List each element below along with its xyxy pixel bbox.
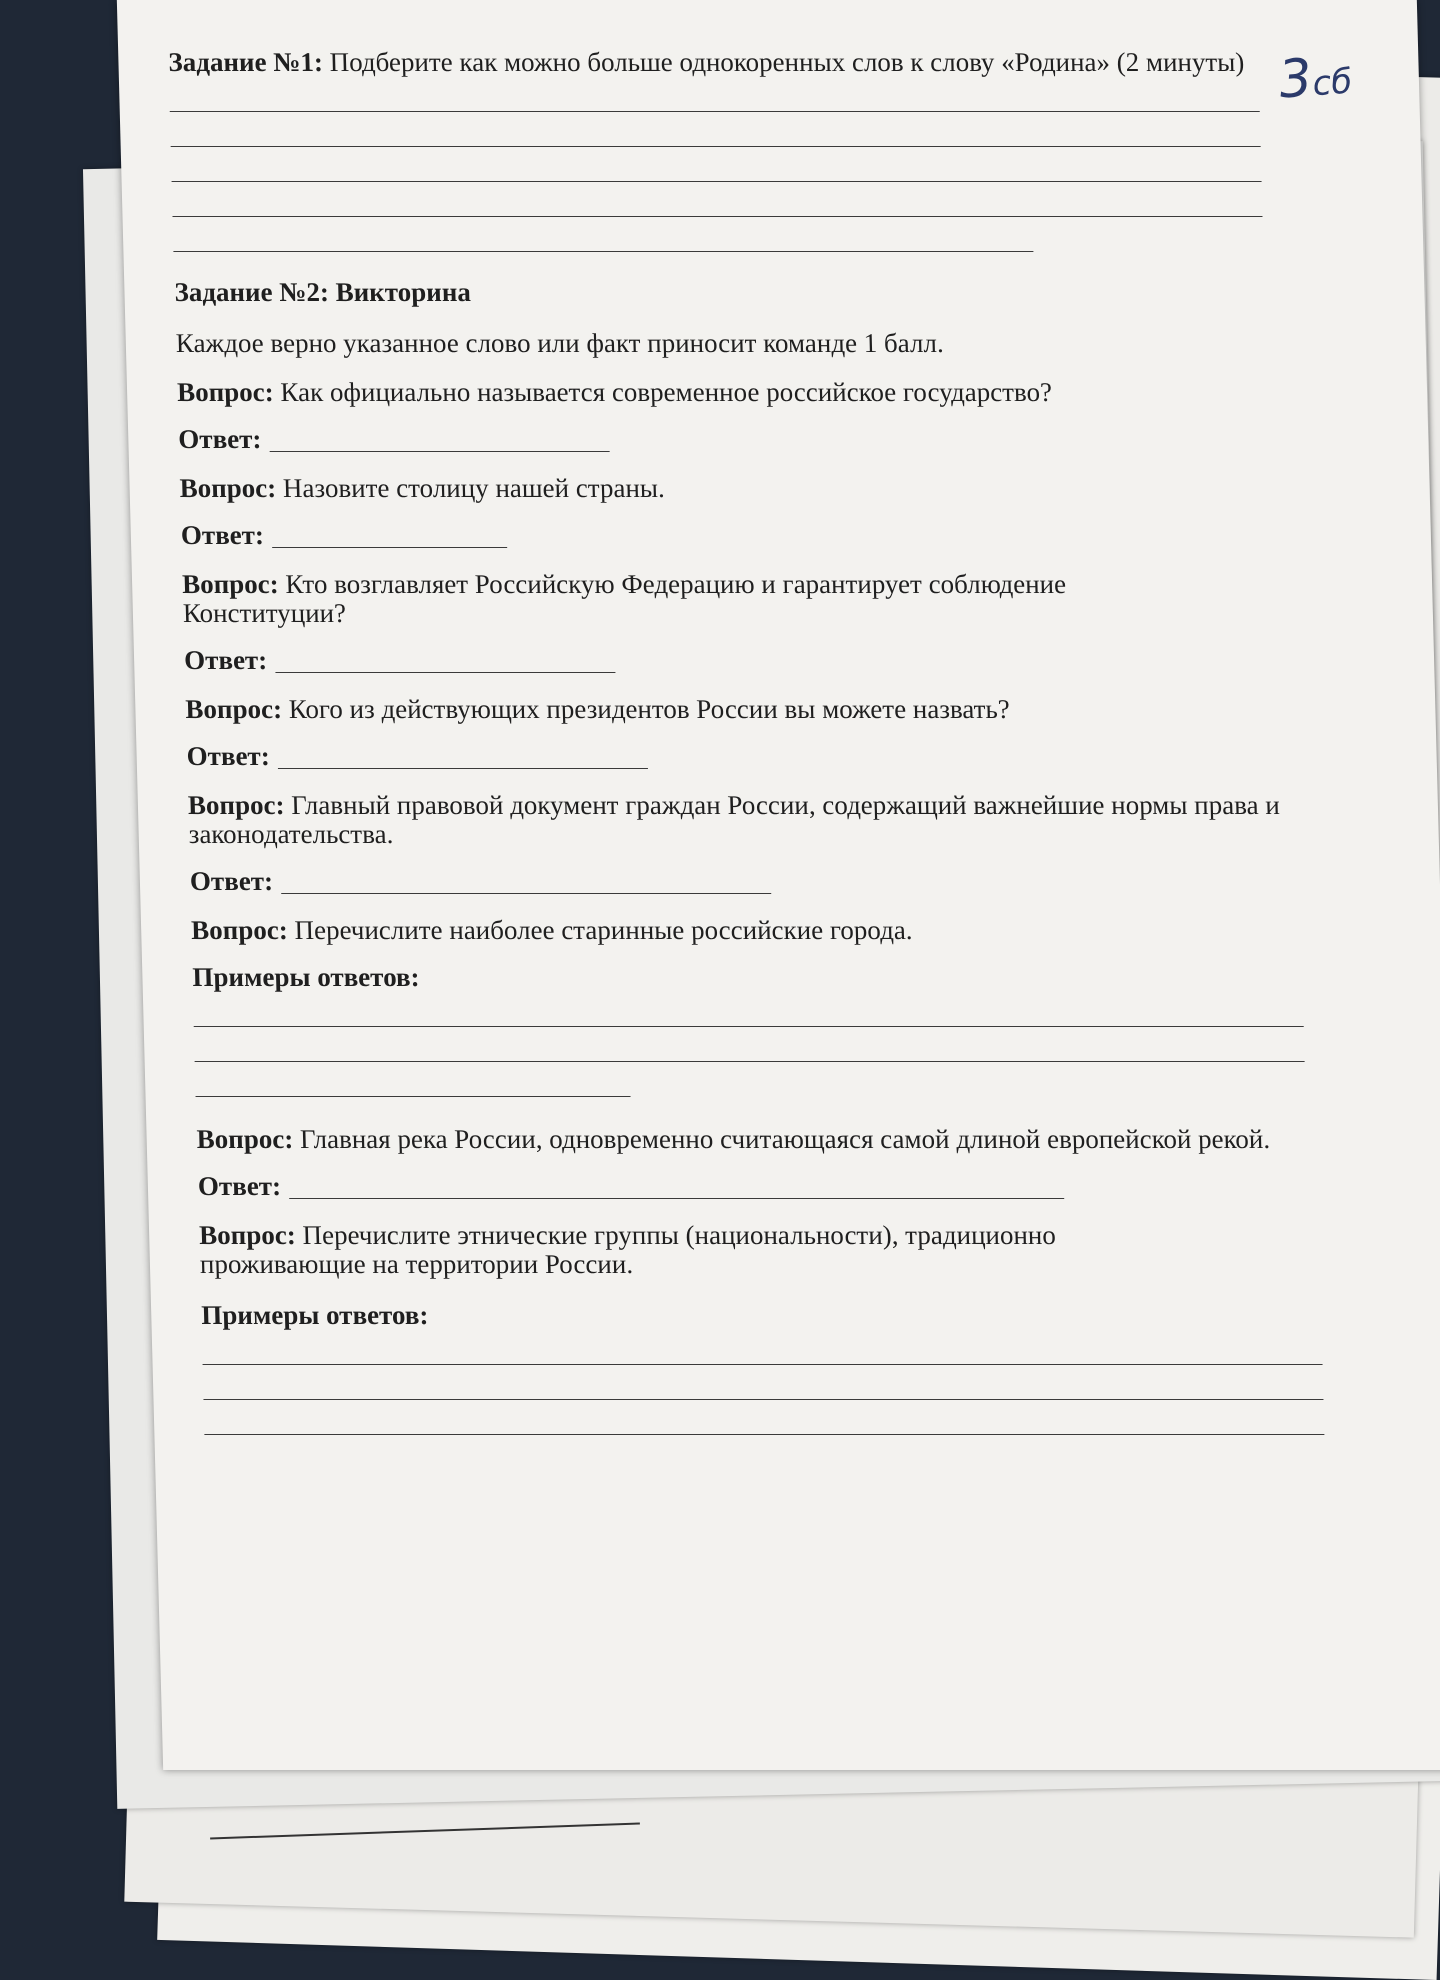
task1-heading [168,48,1249,77]
question-1: Вопрос: Как официально называется современное российское государство? [176,377,1053,407]
answer-line[interactable] [289,1198,1064,1199]
task2-heading: Задание №2: Викторина [174,277,472,307]
examples-lines-2 [203,1364,1385,1435]
answer-line[interactable] [172,181,1262,182]
task1-text: Подберите как можно больше однокоренных слов к слову «Родина» (2 минуты) [322,47,1245,77]
answer-line[interactable] [172,216,1262,217]
answer-2: Ответ: [180,521,1361,550]
examples-label-2: Примеры ответов: [200,1300,429,1330]
task2-intro: Каждое верно указанное слово или факт приносит команде 1 балл. [175,328,945,358]
answer-3: Ответ: [184,646,1365,675]
answer-line[interactable] [203,1364,1323,1365]
question-2: Вопрос: Назовите столицу нашей страны. [179,473,666,503]
handwritten-score: 3сб [1276,48,1354,111]
answer-line[interactable] [276,672,616,673]
answer-line[interactable] [272,547,507,548]
answer-line[interactable] [203,1399,1323,1400]
answer-line[interactable] [173,251,1033,252]
answer-5: Ответ: [190,867,1371,896]
question-3: Вопрос: Кто возглавляет Российскую Федерацию и гарантирует соблюдение Конституции? [181,569,1067,628]
answer-line[interactable] [196,1096,631,1097]
answer-line[interactable] [194,1026,1304,1027]
worksheet-content [168,48,1384,1435]
question-8: Вопрос: Перечислите этнические группы (национальности), традиционно проживающие на территории России. [198,1220,1057,1279]
answer-line[interactable] [278,768,648,769]
task1-label: Задание №1: [168,47,324,77]
task1-answer-lines [170,111,1354,252]
answer-4: Ответ: [186,742,1367,771]
answer-line[interactable] [170,111,1260,112]
question-4: Вопрос: Кого из действующих президентов России вы можете назвать? [184,694,1011,724]
answer-line[interactable] [171,146,1261,147]
question-7: Вопрос: Главная река России, одновременно считающаяся самой длиной европейской рекой. [196,1124,1271,1154]
question-6: Вопрос: Перечислите наиболее старинные российские города. [190,915,913,945]
answer-line[interactable] [270,451,610,452]
answer-1: Ответ: [178,425,1359,454]
examples-lines-1 [194,1026,1376,1097]
answer-line[interactable] [204,1434,1324,1435]
answer-7: Ответ: [198,1172,1379,1201]
worksheet-page [117,0,1440,1770]
answer-line[interactable] [195,1061,1305,1062]
question-5: Вопрос: Главный правовой документ граждан России, содержащий важнейшие нормы права и законодательства. [187,790,1281,849]
answer-line[interactable] [281,893,771,894]
examples-label-1: Примеры ответов: [192,962,420,992]
